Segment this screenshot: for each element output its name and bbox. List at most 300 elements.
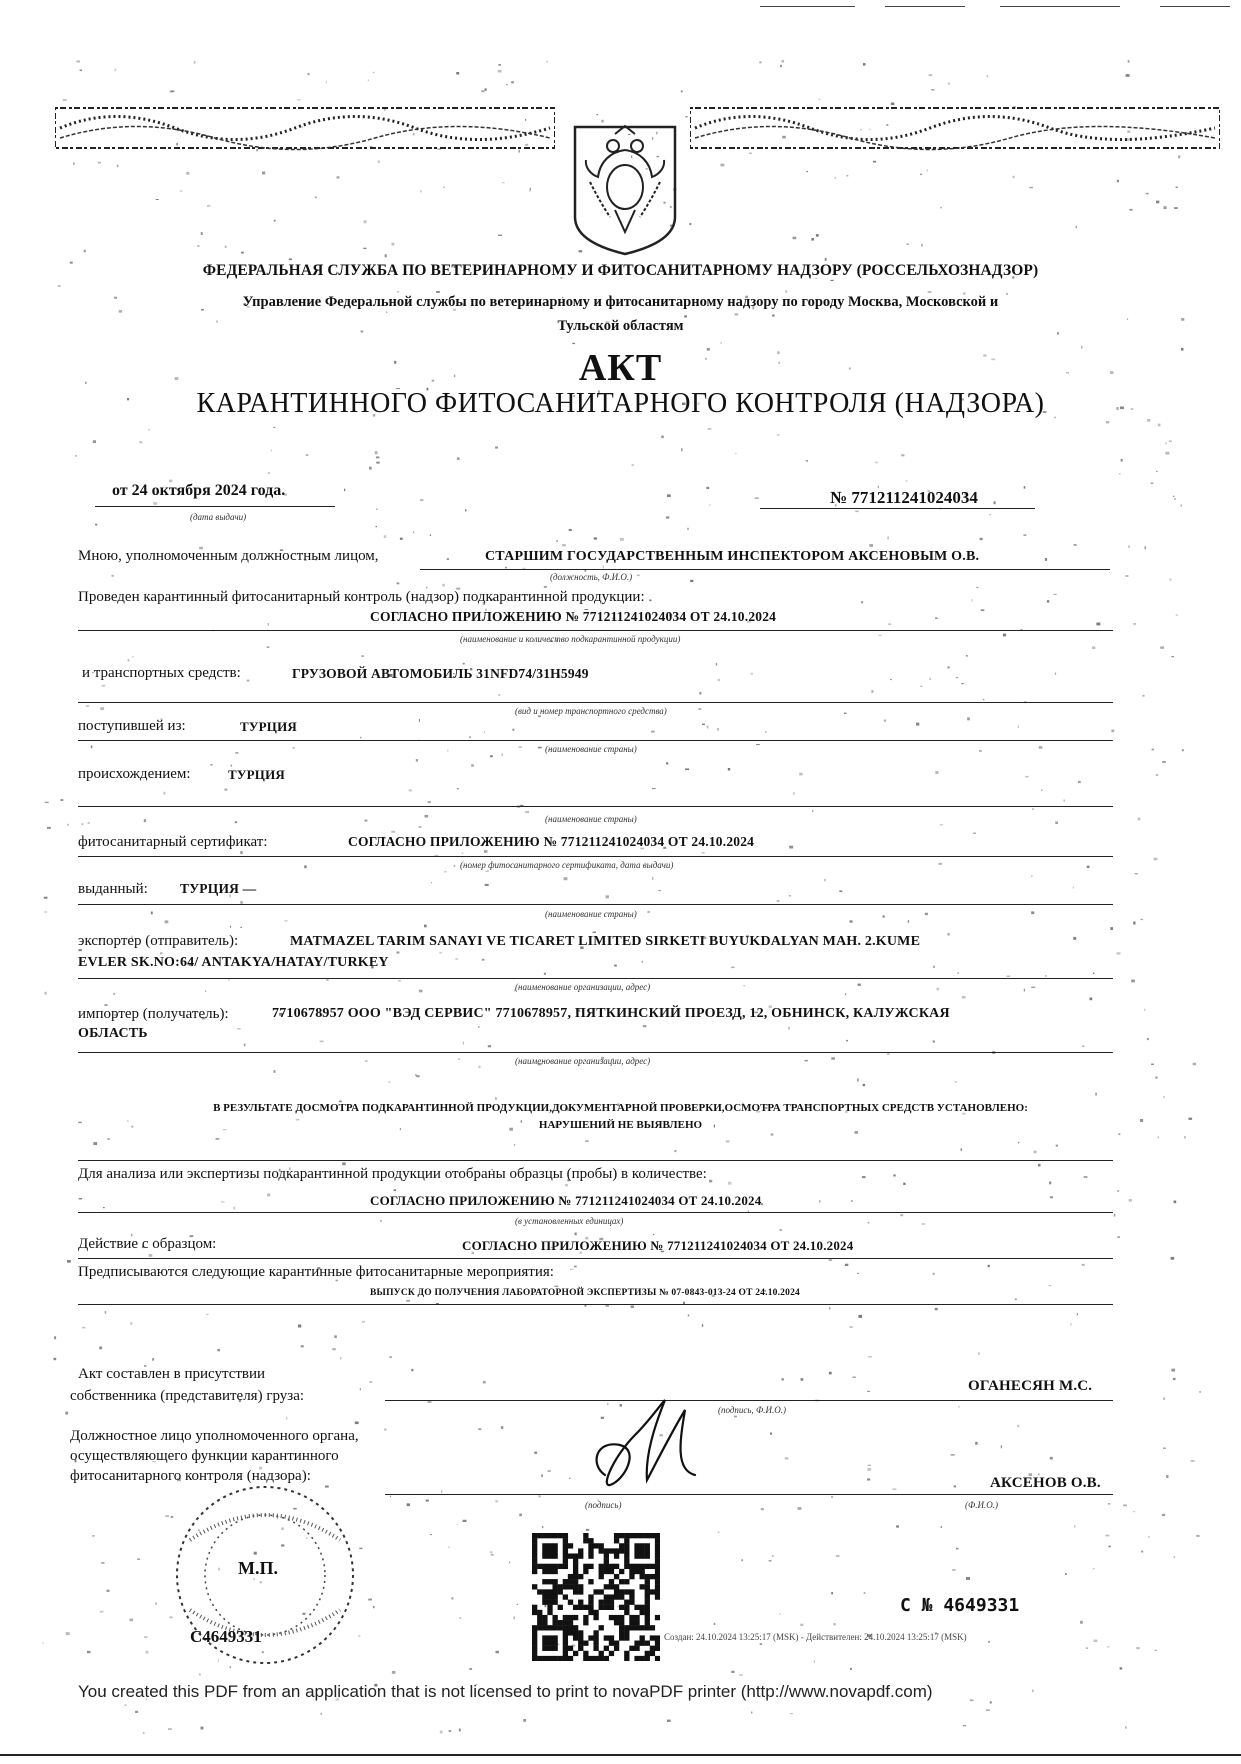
noise-speck — [760, 1643, 762, 1645]
noise-speck — [113, 993, 115, 994]
qr-module — [593, 1543, 598, 1548]
noise-speck — [805, 1060, 808, 1061]
qr-module — [542, 1646, 547, 1651]
noise-speck — [569, 1478, 570, 1479]
qr-module — [547, 1589, 552, 1594]
qr-module — [552, 1656, 557, 1661]
noise-speck — [482, 959, 485, 961]
qr-module — [558, 1533, 563, 1538]
noise-speck — [137, 1559, 140, 1560]
qr-module — [552, 1548, 557, 1553]
qr-module — [604, 1635, 609, 1640]
qr-module — [563, 1533, 568, 1538]
qr-module — [532, 1610, 537, 1615]
noise-speck — [728, 1182, 732, 1185]
noise-speck — [320, 1041, 324, 1043]
noise-speck — [378, 160, 380, 163]
qr-module — [604, 1600, 609, 1605]
noise-speck — [1106, 421, 1109, 424]
noise-speck — [538, 747, 542, 749]
qr-module — [547, 1569, 552, 1574]
qr-module — [645, 1651, 650, 1656]
noise-speck — [194, 61, 196, 63]
noise-speck — [861, 601, 863, 603]
noise-speck — [1118, 1237, 1120, 1238]
qr-module — [583, 1533, 588, 1538]
qr-module — [650, 1625, 655, 1630]
noise-speck — [420, 500, 423, 501]
noise-speck — [1050, 1196, 1053, 1198]
noise-speck — [326, 81, 327, 83]
noise-speck — [798, 1507, 802, 1510]
qr-module — [624, 1538, 629, 1543]
noise-speck — [862, 1176, 866, 1178]
noise-speck — [95, 524, 97, 526]
noise-speck — [939, 863, 942, 865]
noise-speck — [777, 900, 780, 902]
noise-speck — [698, 709, 701, 710]
qr-module — [609, 1600, 614, 1605]
noise-speck — [321, 1713, 322, 1715]
qr-module — [588, 1605, 593, 1610]
noise-speck — [1049, 1285, 1052, 1286]
noise-speck — [425, 815, 429, 818]
qr-module — [604, 1646, 609, 1651]
noise-speck — [271, 450, 272, 451]
qr-module — [624, 1600, 629, 1605]
noise-speck — [651, 731, 655, 733]
noise-speck — [156, 1603, 157, 1605]
noise-speck — [667, 1720, 671, 1722]
noise-speck — [790, 1713, 793, 1714]
qr-module — [552, 1615, 557, 1620]
noise-speck — [1110, 927, 1113, 930]
noise-speck — [765, 731, 767, 732]
noise-speck — [459, 1617, 461, 1619]
noise-speck — [230, 926, 231, 928]
noise-speck — [139, 441, 142, 443]
noise-speck — [864, 1592, 866, 1594]
noise-speck — [1121, 459, 1123, 462]
noise-speck — [394, 1189, 396, 1191]
qr-module — [532, 1564, 537, 1569]
qr-module — [578, 1600, 583, 1605]
noise-speck — [1045, 975, 1046, 976]
noise-speck — [956, 677, 959, 678]
noise-speck — [247, 680, 250, 682]
noise-speck — [459, 1058, 460, 1060]
issued-value: ТУРЦИЯ — — [180, 881, 257, 896]
noise-speck — [298, 1325, 301, 1328]
noise-speck — [439, 952, 442, 953]
exporter-label: экспортер (отправитель): — [78, 933, 239, 949]
noise-speck — [831, 1496, 833, 1498]
noise-speck — [274, 220, 276, 222]
qr-module — [563, 1620, 568, 1625]
noise-speck — [362, 655, 364, 656]
noise-speck — [721, 164, 725, 167]
qr-module — [634, 1543, 639, 1548]
qr-module — [578, 1635, 583, 1640]
qr-module — [640, 1548, 645, 1553]
noise-speck — [929, 678, 931, 680]
noise-speck — [267, 1194, 270, 1197]
noise-speck — [514, 1617, 515, 1620]
qr-module — [552, 1594, 557, 1599]
handwritten-signature — [585, 1395, 715, 1505]
noise-speck — [332, 1348, 336, 1350]
qr-module — [645, 1610, 650, 1615]
qr-module — [547, 1564, 552, 1569]
qr-module — [537, 1656, 542, 1661]
noise-speck — [661, 436, 663, 439]
noise-speck — [1093, 973, 1094, 974]
noise-speck — [541, 1474, 543, 1477]
issued-underline — [78, 904, 1113, 905]
noise-speck — [235, 821, 237, 823]
noise-speck — [1123, 1505, 1127, 1507]
qr-module — [619, 1533, 624, 1538]
qr-module — [604, 1564, 609, 1569]
qr-module — [558, 1625, 563, 1630]
noise-speck — [170, 90, 174, 92]
qr-module — [578, 1548, 583, 1553]
qr-module — [645, 1579, 650, 1584]
noise-speck — [643, 1025, 647, 1027]
qr-module — [645, 1615, 650, 1620]
official-label-line2: осуществляющего функции карантинного — [70, 1448, 339, 1464]
noise-speck — [1133, 922, 1135, 925]
qr-module — [547, 1553, 552, 1558]
noise-speck — [868, 1465, 871, 1466]
noise-speck — [906, 480, 908, 481]
act-number: № 771211241024034 — [830, 488, 978, 507]
noise-speck — [585, 1140, 589, 1142]
noise-speck — [1094, 1640, 1098, 1643]
noise-speck — [1024, 486, 1026, 488]
noise-speck — [931, 89, 934, 90]
noise-speck — [1050, 1457, 1053, 1460]
qr-module — [629, 1620, 634, 1625]
noise-speck — [449, 1730, 452, 1732]
noise-speck — [130, 1322, 132, 1325]
noise-speck — [948, 667, 950, 669]
noise-speck — [1119, 473, 1120, 474]
noise-speck — [785, 1457, 789, 1459]
qr-module — [542, 1620, 547, 1625]
noise-speck — [1151, 483, 1154, 485]
noise-speck — [603, 565, 604, 568]
noise-speck — [1018, 725, 1019, 728]
noise-speck — [166, 1515, 169, 1517]
noise-speck — [1154, 1650, 1157, 1651]
qr-module — [609, 1635, 614, 1640]
noise-speck — [868, 1356, 872, 1357]
noise-speck — [744, 985, 745, 986]
noise-speck — [681, 90, 683, 92]
qr-module — [563, 1625, 568, 1630]
qr-module — [619, 1635, 624, 1640]
noise-speck — [1176, 615, 1178, 616]
qr-module — [645, 1584, 650, 1589]
qr-module — [614, 1620, 619, 1625]
noise-speck — [199, 1673, 200, 1676]
exporter-value-line1: MATMAZEL TARIM SANAYI VE TICARET LIMITED SIRKETI BUYUKDALYAN MAH. 2.KUME — [290, 934, 921, 949]
noise-speck — [1144, 1009, 1145, 1011]
measures-label: Предписываются следующие карантинные фитосанитарные мероприятия: — [78, 1264, 554, 1280]
qr-module — [619, 1543, 624, 1548]
noise-speck — [1129, 1199, 1132, 1202]
noise-speck — [1031, 876, 1032, 877]
qr-module — [655, 1594, 660, 1599]
qr-module — [552, 1564, 557, 1569]
noise-speck — [1138, 818, 1141, 821]
noise-speck — [688, 1314, 689, 1316]
noise-speck — [274, 1070, 276, 1073]
noise-speck — [457, 457, 460, 460]
noise-speck — [454, 865, 456, 866]
product-value: СОГЛАСНО ПРИЛОЖЕНИЮ № 771211241024034 ОТ 24.10.2024 — [370, 609, 777, 624]
noise-speck — [850, 920, 853, 922]
noise-speck — [360, 737, 361, 739]
noise-speck — [940, 824, 944, 825]
noise-speck — [1141, 1551, 1143, 1553]
document-subtitle: КАРАНТИННОГО ФИТОСАНИТАРНОГО КОНТРОЛЯ (НАДЗОРА) — [196, 388, 1045, 419]
qr-module — [640, 1543, 645, 1548]
noise-speck — [400, 538, 403, 540]
noise-speck — [368, 1599, 372, 1601]
qr-module — [624, 1630, 629, 1635]
qr-module — [573, 1553, 578, 1558]
noise-speck — [216, 1138, 220, 1140]
noise-speck — [1169, 440, 1172, 442]
noise-speck — [955, 1081, 957, 1082]
importer-underline — [78, 1052, 1113, 1053]
noise-speck — [1160, 646, 1164, 648]
noise-speck — [717, 728, 719, 731]
noise-speck — [871, 690, 873, 693]
qr-module — [604, 1584, 609, 1589]
importer-caption: (наименование организации, адрес) — [515, 1056, 651, 1066]
noise-speck — [1169, 579, 1171, 581]
measures-underline — [78, 1304, 1113, 1305]
noise-speck — [1105, 1535, 1109, 1537]
inspector-label: Мною, уполномоченным должностным лицом, — [78, 548, 379, 564]
qr-module — [583, 1569, 588, 1574]
qr-module — [563, 1641, 568, 1646]
noise-speck — [451, 1597, 453, 1599]
product-label: Проведен карантинный фитосанитарный контроль (надзор) подкарантинной продукции: — [78, 589, 645, 605]
noise-speck — [606, 895, 609, 898]
noise-speck — [751, 673, 753, 675]
noise-speck — [163, 792, 165, 795]
origin-label: происхождением: — [78, 766, 191, 782]
qr-module — [655, 1641, 660, 1646]
noise-speck — [1056, 1145, 1058, 1147]
noise-speck — [935, 617, 938, 619]
noise-speck — [1162, 1514, 1166, 1516]
noise-speck — [98, 162, 101, 164]
qr-module — [619, 1569, 624, 1574]
noise-speck — [153, 502, 157, 505]
qr-module — [537, 1610, 542, 1615]
noise-speck — [43, 1642, 44, 1643]
noise-speck — [306, 455, 309, 456]
noise-speck — [976, 587, 978, 588]
noise-speck — [1165, 452, 1169, 455]
noise-speck — [990, 1701, 992, 1703]
qr-module — [619, 1630, 624, 1635]
inspector-value: СТАРШИМ ГОСУДАРСТВЕННЫМ ИНСПЕКТОРОМ АКСЕНОВЫМ О.В. — [485, 549, 980, 564]
qr-module — [588, 1553, 593, 1558]
qr-module — [542, 1615, 547, 1620]
noise-speck — [739, 1674, 743, 1675]
qr-module — [578, 1646, 583, 1651]
noise-speck — [362, 1321, 365, 1323]
noise-speck — [884, 720, 886, 722]
noise-speck — [519, 1514, 522, 1517]
result-line2: НАРУШЕНИЙ НЕ ВЫЯВЛЕНО — [538, 1119, 703, 1131]
measures-value: ВЫПУСК ДО ПОЛУЧЕНИЯ ЛАБОРАТОРНОЙ ЭКСПЕРТИЗЫ № 07-0843-013-24 ОТ 24.10.2024 — [370, 1288, 800, 1298]
qr-module — [542, 1569, 547, 1574]
importer-value-line2: ОБЛАСТЬ — [78, 1026, 148, 1041]
qr-module — [629, 1625, 634, 1630]
sample-action-underline — [78, 1258, 1113, 1259]
qr-module — [563, 1553, 568, 1558]
qr-module — [552, 1579, 557, 1584]
noise-speck — [972, 599, 973, 601]
noise-speck — [107, 1590, 110, 1592]
noise-speck — [958, 1406, 960, 1407]
noise-speck — [1082, 1046, 1085, 1047]
qr-module — [568, 1579, 573, 1584]
noise-speck — [867, 1391, 870, 1392]
qr-module — [614, 1564, 619, 1569]
noise-speck — [519, 746, 522, 748]
qr-module — [588, 1548, 593, 1553]
qr-module — [588, 1543, 593, 1548]
noise-speck — [529, 190, 530, 192]
noise-speck — [836, 1555, 839, 1557]
qr-module — [655, 1574, 660, 1579]
noise-speck — [373, 1606, 375, 1608]
qr-module — [547, 1635, 552, 1640]
noise-speck — [1015, 1299, 1017, 1301]
noise-speck — [975, 1442, 977, 1445]
noise-speck — [1024, 989, 1025, 992]
noise-speck — [431, 882, 432, 883]
qr-module — [599, 1589, 604, 1594]
qr-module — [532, 1635, 537, 1640]
noise-speck — [99, 1347, 102, 1350]
noise-speck — [201, 232, 203, 235]
qr-module — [588, 1635, 593, 1640]
noise-speck — [135, 1711, 138, 1713]
qr-module — [578, 1641, 583, 1646]
noise-speck — [983, 699, 985, 700]
noise-speck — [411, 1369, 413, 1371]
noise-speck — [857, 1273, 859, 1274]
noise-speck — [416, 759, 418, 762]
noise-speck — [384, 535, 387, 538]
noise-speck — [54, 1358, 57, 1360]
noise-speck — [921, 244, 923, 247]
noise-speck — [368, 80, 369, 82]
qr-module — [650, 1651, 655, 1656]
qr-validity: Создан: 24.10.2024 13:25:17 (MSK) - Действителен: 24.10.2024 13:25:17 (MSK) — [664, 1632, 967, 1642]
noise-speck — [755, 497, 759, 499]
noise-speck — [1174, 1556, 1175, 1558]
noise-speck — [1128, 545, 1129, 548]
qr-module — [655, 1656, 660, 1661]
noise-speck — [45, 802, 49, 803]
noise-speck — [67, 824, 68, 826]
qr-module — [532, 1630, 537, 1635]
qr-module — [583, 1538, 588, 1543]
noise-speck — [1174, 498, 1176, 500]
qr-module — [629, 1600, 634, 1605]
qr-module — [532, 1543, 537, 1548]
noise-speck — [462, 853, 464, 854]
noise-speck — [463, 1042, 464, 1045]
qr-module — [650, 1574, 655, 1579]
qr-module — [599, 1605, 604, 1610]
qr-module — [542, 1641, 547, 1646]
noise-speck — [337, 176, 340, 179]
noise-speck — [502, 753, 503, 756]
exporter-underline — [78, 978, 1113, 979]
qr-module — [568, 1656, 573, 1661]
noise-speck — [863, 1084, 866, 1086]
noise-speck — [498, 64, 501, 66]
noise-speck — [406, 1300, 410, 1301]
noise-speck — [44, 897, 48, 899]
qr-module — [547, 1605, 552, 1610]
noise-speck — [1053, 594, 1056, 595]
noise-speck — [819, 1200, 820, 1202]
noise-speck — [875, 462, 878, 464]
noise-speck — [426, 1500, 429, 1502]
noise-speck — [146, 1651, 149, 1654]
qr-module — [655, 1543, 660, 1548]
noise-speck — [501, 1426, 503, 1429]
noise-speck — [772, 315, 774, 317]
noise-speck — [469, 1668, 472, 1670]
noise-speck — [1023, 534, 1026, 536]
qr-module — [655, 1559, 660, 1564]
qr-module — [609, 1584, 614, 1589]
noise-speck — [544, 973, 546, 975]
noise-speck — [851, 1200, 853, 1202]
noise-speck — [721, 342, 722, 343]
qr-module — [599, 1656, 604, 1661]
qr-module — [573, 1635, 578, 1640]
noise-speck — [845, 1264, 848, 1266]
issued-caption: (наименование страны) — [545, 909, 637, 919]
noise-speck — [806, 171, 808, 172]
qr-module — [552, 1569, 557, 1574]
noise-speck — [1073, 887, 1074, 889]
qr-module — [614, 1533, 619, 1538]
noise-speck — [846, 175, 848, 176]
noise-speck — [814, 1660, 815, 1663]
noise-speck — [1087, 866, 1090, 868]
noise-speck — [441, 1490, 442, 1493]
noise-speck — [867, 1479, 870, 1481]
noise-speck — [459, 1729, 461, 1732]
noise-speck — [855, 1131, 859, 1134]
qr-module — [558, 1605, 563, 1610]
